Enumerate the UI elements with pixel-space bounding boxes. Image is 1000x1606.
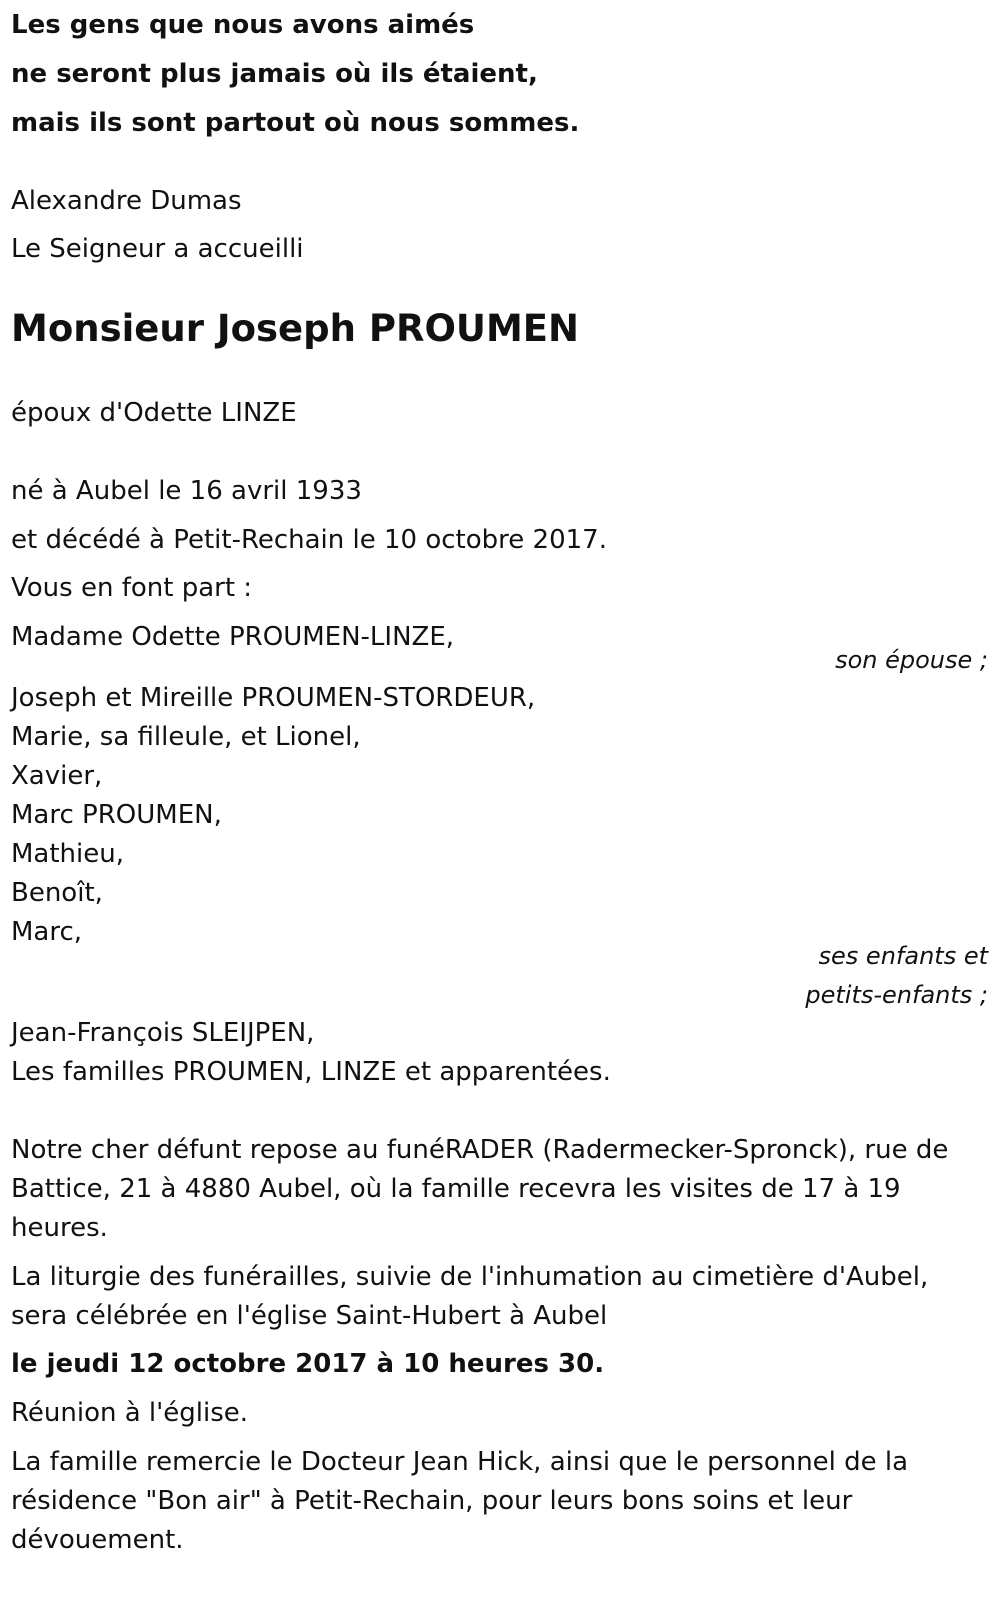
announcement-line: Vous en font part : <box>11 573 253 603</box>
repose-line-2: Battice, 21 à 4880 Aubel, où la famille recevra les visites de 17 à 19 <box>11 1174 901 1204</box>
repose-line-1: Notre cher défunt repose au funéRADER (Radermecker-Spronck), rue de <box>11 1135 949 1165</box>
child-line-2: Marie, sa filleule, et Lionel, <box>11 722 361 752</box>
liturgy-line-1: La liturgie des funérailles, suivie de l'inhumation au cimetière d'Aubel, <box>11 1262 929 1292</box>
spouse-line: époux d'Odette LINZE <box>11 398 297 428</box>
child-line-5: Mathieu, <box>11 839 125 869</box>
intro-text: Le Seigneur a accueilli <box>11 234 304 264</box>
deceased-name: Monsieur Joseph PROUMEN <box>11 307 580 350</box>
other-family-1: Jean-François SLEIJPEN, <box>11 1018 315 1048</box>
child-line-1: Joseph et Mireille PROUMEN-STORDEUR, <box>11 683 536 713</box>
child-line-7: Marc, <box>11 917 83 947</box>
funeral-date: le jeudi 12 octobre 2017 à 10 heures 30. <box>11 1349 605 1379</box>
quote-line-2: ne seront plus jamais où ils étaient, <box>11 59 538 89</box>
thanks-line-3: dévouement. <box>11 1525 184 1555</box>
thanks-line-2: résidence "Bon air" à Petit-Rechain, pour leurs bons soins et leur <box>11 1486 853 1516</box>
death-line: et décédé à Petit-Rechain le 10 octobre 2017. <box>11 525 607 555</box>
spouse-name: Madame Odette PROUMEN-LINZE, <box>11 622 455 652</box>
thanks-line-1: La famille remercie le Docteur Jean Hick, ainsi que le personnel de la <box>11 1447 909 1477</box>
child-line-4: Marc PROUMEN, <box>11 800 222 830</box>
repose-line-3: heures. <box>11 1213 108 1243</box>
child-line-6: Benoît, <box>11 878 103 908</box>
quote-author: Alexandre Dumas <box>11 186 242 216</box>
child-line-3: Xavier, <box>11 761 103 791</box>
other-family-2: Les familles PROUMEN, LINZE et apparentées. <box>11 1057 611 1087</box>
children-role-1: ses enfants et <box>818 942 988 970</box>
birth-line: né à Aubel le 16 avril 1933 <box>11 476 362 506</box>
quote-line-3: mais ils sont partout où nous sommes. <box>11 108 580 138</box>
children-role-2: petits-enfants ; <box>805 981 988 1009</box>
quote-line-1: Les gens que nous avons aimés <box>11 10 475 40</box>
liturgy-line-2: sera célébrée en l'église Saint-Hubert à Aubel <box>11 1301 608 1331</box>
spouse-role: son épouse ; <box>835 646 988 674</box>
meeting-line: Réunion à l'église. <box>11 1398 249 1428</box>
